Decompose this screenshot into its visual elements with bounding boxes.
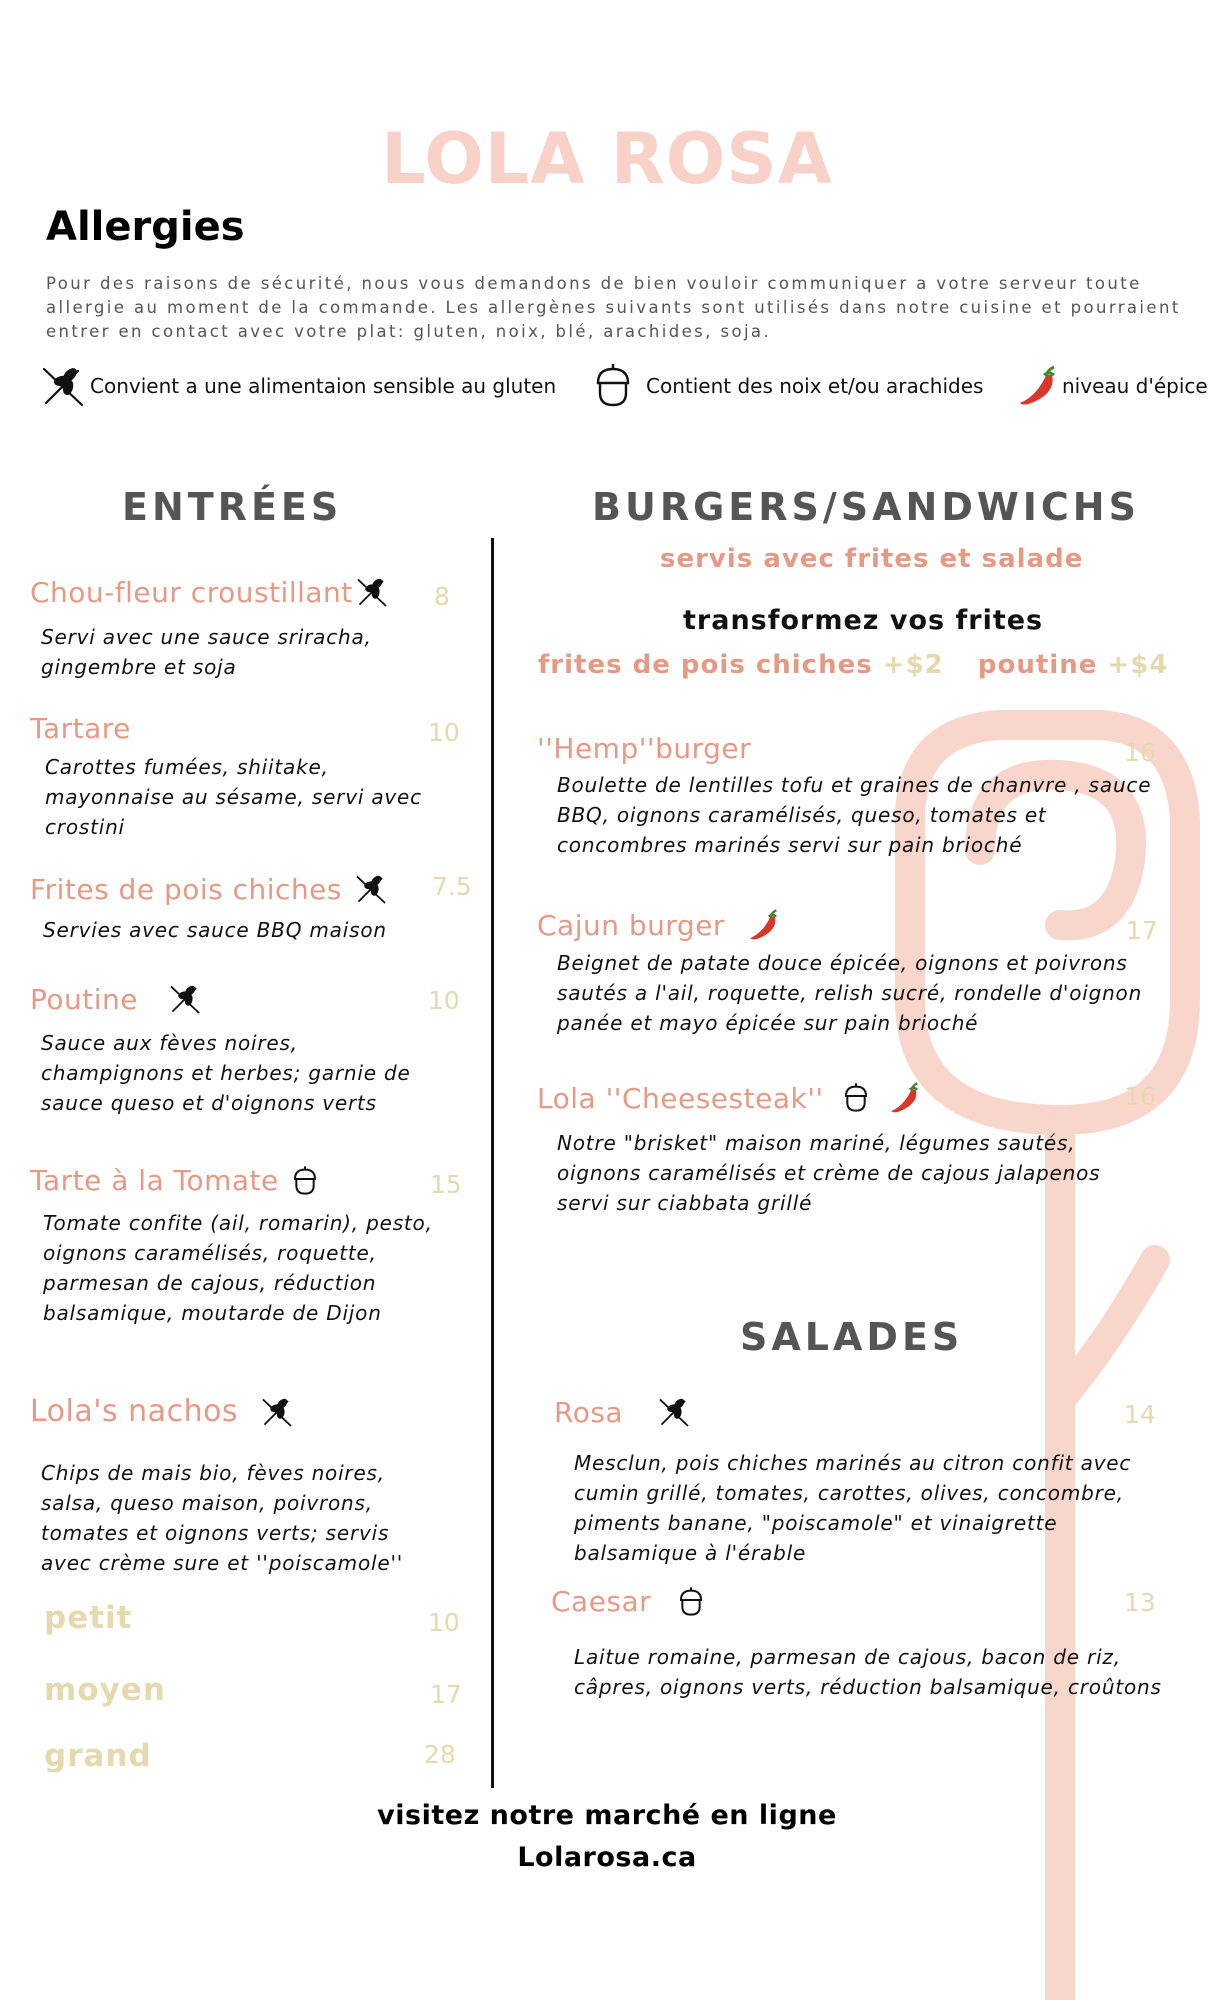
legend-gluten-label: Convient a une alimentaion sensible au gluten [90,374,557,398]
item-price: 7.5 [432,872,472,901]
size-label: grand [44,1738,152,1774]
desc-line: Laitue romaine, parmesan de cajous, bacon de riz, [574,1645,1121,1669]
desc-line: Notre "brisket" maison mariné, légumes sautés, [557,1131,1076,1155]
gluten-free-icon [355,575,389,609]
menu-item-name [30,872,388,906]
upgrade-price: +$4 [1107,650,1169,680]
desc-line: mayonnaise au sésame, servi avec [45,785,422,809]
burgers-title: BURGERS/SANDWICHS [592,485,1140,529]
legend-nuts-label: Contient des noix et/ou arachides [646,374,984,398]
desc-line: Sauce aux fèves noires, [41,1031,298,1055]
desc-line: sauce queso et d'oignons verts [41,1091,377,1115]
item-price: 15 [430,1170,462,1199]
desc-line: Chips de mais bio, fèves noires, [41,1461,385,1485]
desc-line: oignons caramélisés et crème de cajous jalapenos [557,1161,1101,1185]
desc-line: concombres marinés servi sur pain brioché [557,833,1023,857]
item-name-text: ''Hemp''burger [537,732,752,765]
item-price: 10 [428,718,460,747]
item-price: 13 [1124,1588,1156,1617]
allergy-notice [46,272,1206,344]
entrees-title: ENTRÉES [122,485,343,529]
nut-icon [592,363,634,409]
desc-line: BBQ, oignons caramélisés, queso, tomates et [557,803,1047,827]
item-description [557,770,1151,860]
item-description [43,1208,433,1328]
desc-line: Servies avec sauce BBQ maison [43,918,387,942]
fries-upgrade-options [538,650,1168,680]
size-price: 17 [430,1680,462,1709]
size-label: petit [44,1600,133,1636]
legend-nuts [592,362,983,410]
desc-line: piments banane, "poiscamole" et vinaigrette [574,1511,1058,1535]
desc-line: crostini [45,815,125,839]
desc-line: balsamique à l'érable [574,1541,807,1565]
menu-item-name [30,575,389,609]
size-price: 10 [428,1608,460,1637]
item-name-text: Lola ''Cheesesteak'' [537,1081,824,1115]
gluten-free-icon [657,1395,691,1429]
fries-upgrade-title: transformez vos frites [683,605,1044,636]
item-name-text: Tarte à la Tomate [30,1164,279,1197]
desc-line: Boulette de lentilles tofu et graines de chanvre , sauce [557,773,1152,797]
item-price: 16 [1124,738,1156,767]
desc-line: gingembre et soja [41,655,237,679]
allergy-line: Pour des raisons de sécurité, nous vous demandons de bien vouloir communiquer a votre serveur toute [46,274,1142,293]
desc-line: tomates et oignons verts; servis [41,1521,390,1545]
menu-item-name [30,1394,294,1429]
burgers-subtitle: servis avec frites et salade [660,544,1084,574]
item-price: 14 [1124,1400,1156,1429]
menu-item-name [537,907,781,943]
item-price: 8 [434,582,450,611]
desc-line: Mesclun, pois chiches marinés au citron confit avec [574,1451,1132,1475]
item-name-text: Rosa [554,1395,624,1429]
legend-spice [1016,362,1208,410]
menu-item-name [30,1164,319,1197]
item-price: 17 [1126,916,1158,945]
menu-item-name [30,982,202,1016]
item-description [557,948,1142,1038]
desc-line: parmesan de cajous, réduction [43,1271,377,1295]
chili-pepper-icon [888,1080,922,1116]
chili-pepper-icon [1016,363,1060,409]
allergy-title: Allergies [46,204,245,250]
item-name-text: Caesar [551,1585,652,1618]
brand-title: LOLA ROSA [381,118,833,200]
menu-item-name [537,732,751,765]
footer-market-text: visitez notre marché en ligne [377,1800,837,1831]
size-label: moyen [44,1672,166,1708]
footer-website-link[interactable]: Lolarosa.ca [517,1842,697,1873]
item-description [41,622,372,682]
menu-item-name [537,1080,922,1116]
menu-item-name [30,712,131,745]
gluten-free-icon [168,982,202,1016]
desc-line: balsamique, moutarde de Dijon [43,1301,382,1325]
item-description [574,1642,1162,1702]
column-divider [491,538,494,1788]
desc-line: Tomate confite (ail, romarin), pesto, [43,1211,433,1235]
item-description [43,915,387,945]
item-name-text: Cajun burger [537,908,725,942]
desc-line: cumin grillé, tomates, carottes, olives, concombre, [574,1481,1124,1505]
item-description [557,1128,1100,1218]
item-price: 10 [428,986,460,1015]
item-description [574,1448,1131,1568]
salades-title: SALADES [740,1315,964,1359]
desc-line: avec crème sure et ''poiscamole'' [41,1551,404,1575]
menu-item-name [551,1585,705,1618]
item-name-text: Frites de pois chiches [30,872,342,906]
gluten-free-icon [260,1395,294,1429]
desc-line: Carottes fumées, shiitake, [45,755,329,779]
allergy-line: entrer en contact avec votre plat: gluten, noix, blé, arachides, soja. [46,322,772,341]
desc-line: champignons et herbes; garnie de [41,1061,411,1085]
desc-line: Beignet de patate douce épicée, oignons et poivrons [557,951,1128,975]
desc-line: sautés a l'ail, roquette, relish sucré, rondelle d'oignon [557,981,1143,1005]
legend-spice-label: niveau d'épice [1062,374,1208,398]
upgrade-name: poutine [977,650,1098,680]
upgrade-name: frites de pois chiches [538,650,873,680]
menu-item-name [554,1395,691,1429]
nut-icon [842,1082,870,1114]
desc-line: câpres, oignons verts, réduction balsamique, croûtons [574,1675,1162,1699]
desc-line: oignons caramélisés, roquette, [43,1241,377,1265]
upgrade-price: +$2 [882,650,944,680]
gluten-free-icon [354,872,388,906]
item-name-text: Tartare [30,712,131,745]
item-name-text: Chou-fleur croustillant [30,575,353,609]
nut-icon [677,1586,705,1618]
item-price: 16 [1124,1082,1156,1111]
item-name-text: Poutine [30,982,138,1016]
size-price: 28 [424,1740,456,1769]
gluten-free-icon [40,363,86,409]
chili-pepper-icon [747,907,781,943]
item-description [41,1028,411,1118]
item-description [45,752,422,842]
item-description [41,1458,403,1578]
desc-line: servi sur ciabbata grillé [557,1191,813,1215]
desc-line: salsa, queso maison, poivrons, [41,1491,373,1515]
item-name-text: Lola's nachos [30,1394,239,1429]
desc-line: panée et mayo épicée sur pain brioché [557,1011,979,1035]
allergy-line: allergie au moment de la commande. Les allergènes suivants sont utilisés dans notre cuisine et pourraient [46,298,1181,317]
nut-icon [291,1165,319,1197]
desc-line: Servi avec une sauce sriracha, [41,625,372,649]
legend-gluten [40,362,556,410]
